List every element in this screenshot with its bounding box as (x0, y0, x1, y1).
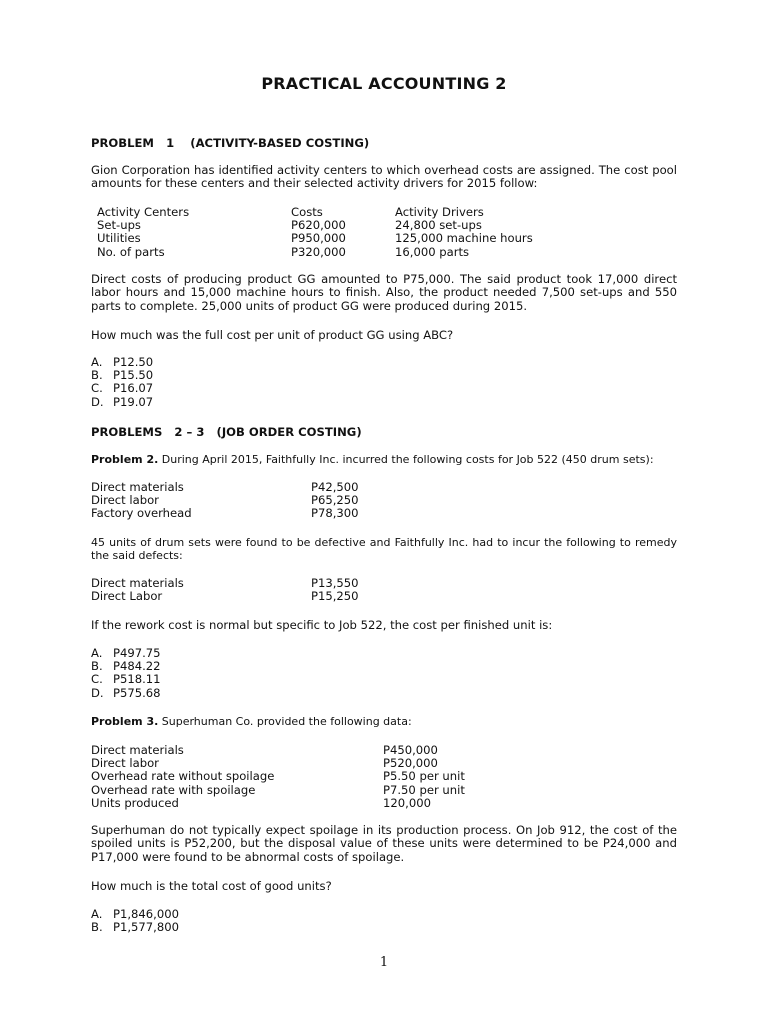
choice-value: P15.50 (113, 368, 154, 383)
choice-value: P575.68 (113, 685, 161, 700)
table-cell: Direct Labor (91, 589, 163, 604)
table-cell: 120,000 (383, 795, 431, 810)
choice-item (91, 921, 179, 934)
table-cell: Direct labor (91, 756, 159, 771)
choice-label: A. (91, 646, 103, 660)
superhuman-data-table (91, 744, 465, 810)
choice-value: P19.07 (113, 394, 154, 409)
problem1-choices (91, 356, 153, 409)
table-row (91, 770, 465, 783)
table-cell: Utilities (97, 231, 141, 246)
choice-label: C. (91, 381, 103, 396)
table-cell: Direct materials (91, 480, 184, 494)
problem3-label: Problem 3. (91, 715, 159, 728)
problem2-defect-text: 45 units of drum sets were found to be defective and Faithfully Inc. had to incur the following to remedy the said defects: (91, 536, 677, 563)
problem3-intro-text: Superhuman Co. provided the following data: (158, 715, 412, 728)
table-cell: P13,550 (311, 576, 359, 590)
rework-costs-table (91, 577, 359, 603)
table-cell: P42,500 (311, 480, 359, 494)
choice-label: B. (91, 659, 103, 674)
problem1-details: Direct costs of producing product GG amounted to P75,000. The said product took 17,000 direct labor hours and 15,000 machine hours to finish. Also, the product needed 7,500 set-ups and 550 parts to complete. 25,000 units of product GG were produced during 2015. (91, 272, 677, 313)
page-number: 1 (379, 955, 389, 970)
table-cell: P7.50 per unit (383, 782, 465, 797)
choice-item (91, 396, 153, 409)
table-cell: Factory overhead (91, 506, 192, 521)
choice-value: P1,846,000 (113, 907, 179, 921)
choice-label: A. (91, 355, 103, 369)
table-cell: P620,000 (291, 218, 346, 233)
table-row (91, 507, 359, 520)
choice-label: C. (91, 672, 103, 687)
choice-item (91, 382, 153, 395)
table-cell: P65,250 (311, 493, 359, 508)
table-row (91, 797, 465, 810)
choice-value: P484.22 (113, 659, 161, 674)
table-cell: Direct labor (91, 493, 159, 508)
problem3-question: How much is the total cost of good units? (91, 879, 332, 893)
table-cell: P950,000 (291, 231, 346, 246)
table-cell: No. of parts (97, 244, 165, 259)
problem1-heading: PROBLEM 1 (ACTIVITY-BASED COSTING) (91, 136, 370, 150)
table-cell: P450,000 (383, 743, 438, 757)
choice-label: B. (91, 368, 103, 383)
problem2-label: Problem 2. (91, 453, 159, 466)
choice-label: A. (91, 907, 103, 921)
problem1-question: How much was the full cost per unit of product GG using ABC? (91, 328, 454, 342)
table-cell: P15,250 (311, 589, 359, 604)
table-header: Costs (291, 205, 323, 219)
table-cell: 24,800 set-ups (395, 218, 482, 233)
choice-label: D. (91, 685, 104, 700)
problem2-intro (91, 453, 677, 466)
problem3-details: Superhuman do not typically expect spoilage in its production process. On Job 912, the cost of the spoiled units is P52,200, but the disposal value of these units were determined to be P24,000 and P17,000 were found to be abnormal costs of spoilage. (91, 823, 677, 864)
choice-value: P12.50 (113, 355, 154, 369)
table-cell: P5.50 per unit (383, 769, 465, 784)
problem3-intro (91, 715, 677, 728)
table-cell: Units produced (91, 795, 179, 810)
table-row (97, 246, 533, 259)
table-header: Activity Centers (97, 205, 190, 219)
table-cell: Overhead rate without spoilage (91, 769, 275, 784)
table-cell: 125,000 machine hours (395, 231, 533, 246)
choice-item (91, 673, 161, 686)
activity-table (97, 206, 533, 259)
table-header: Activity Drivers (395, 205, 484, 219)
problem3-choices (91, 908, 179, 934)
problem1-intro: Gion Corporation has identified activity centers to which overhead costs are assigned. The cost pool amounts for these centers and their selected activity drivers for 2015 follow: (91, 163, 677, 191)
choice-label: B. (91, 920, 103, 935)
table-cell: 16,000 parts (395, 244, 470, 259)
problems23-heading: PROBLEMS 2 – 3 (JOB ORDER COSTING) (91, 425, 362, 439)
table-row (97, 232, 533, 245)
table-cell: P78,300 (311, 506, 359, 521)
choice-label: D. (91, 394, 104, 409)
table-cell: P520,000 (383, 756, 438, 771)
table-cell: Direct materials (91, 576, 184, 590)
table-row (91, 590, 359, 603)
choice-value: P16.07 (113, 381, 154, 396)
page-title: PRACTICAL ACCOUNTING 2 (261, 74, 507, 93)
choice-value: P1,577,800 (113, 920, 179, 935)
choice-value: P497.75 (113, 646, 161, 660)
table-cell: P320,000 (291, 244, 346, 259)
table-row (91, 784, 465, 797)
choice-value: P518.11 (113, 672, 161, 687)
problem2-choices (91, 647, 161, 700)
choice-item (91, 687, 161, 700)
problem2-intro-text: During April 2015, Faithfully Inc. incurred the following costs for Job 522 (450 drum sets): (158, 453, 654, 466)
table-cell: Set-ups (97, 218, 141, 233)
table-cell: Overhead rate with spoilage (91, 782, 256, 797)
job522-costs-table (91, 481, 359, 521)
problem2-question: If the rework cost is normal but specific to Job 522, the cost per finished unit is: (91, 618, 553, 632)
table-cell: Direct materials (91, 743, 184, 757)
